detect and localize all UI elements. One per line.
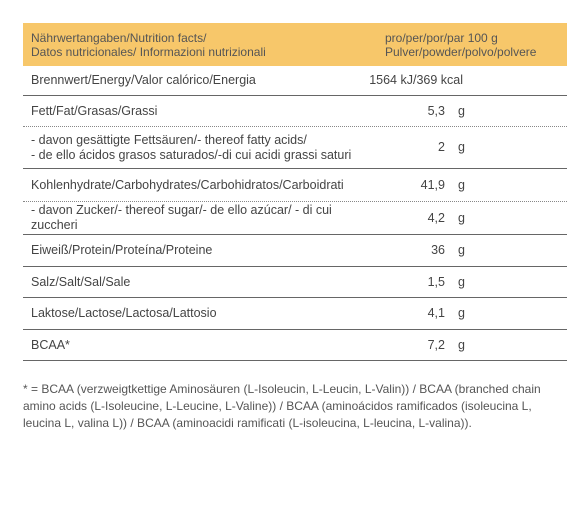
row-label: BCAA*	[31, 337, 70, 352]
row-value: 5,3	[427, 103, 445, 118]
row-label	[23, 133, 353, 163]
row-value: 2	[438, 140, 445, 154]
row-value: 1,5	[427, 274, 445, 289]
row-unit: g	[458, 274, 465, 289]
row-value: 4,1	[427, 306, 445, 320]
row-label-line2: - de ello ácidos grasos saturados/-di cui acidi grassi saturi	[31, 147, 352, 162]
header-value-line1: pro/per/por/par 100 g	[385, 30, 498, 45]
row-label: Brennwert/Energy/Valor calórico/Energia	[31, 73, 256, 87]
table-row-saturated-fat	[23, 126, 567, 168]
row-value: 36	[431, 243, 445, 257]
row-label: Laktose/Lactose/Lactosa/Lattosio	[31, 306, 217, 320]
row-unit: g	[458, 243, 465, 257]
row-label: - davon Zucker/- thereof sugar/- de ello azúcar/ - di cui zuccheri	[31, 203, 332, 232]
row-value: 41,9	[420, 177, 445, 192]
row-unit: g	[458, 306, 465, 320]
header-label-line2: Datos nutricionales/ Informazioni nutrizionali	[31, 44, 266, 59]
row-value: 7,2	[427, 337, 445, 352]
footnote: * = BCAA (verzweigtkettige Aminosäuren (L-Isoleucin, L-Leucin, L-Valin)) / BCAA (branched chain amino acids (L-Isoleucine, L-Leucine, L-Valine)) / BCAA (aminoácidos ramificados (isoleucina L, leucina L, valina L)) / BCAA (aminoacidi ramificati (L-isoleucina, L-leucina, L-valina)).	[23, 382, 541, 430]
nutrition-table	[23, 23, 567, 361]
table-header	[23, 23, 567, 66]
row-value: 4,2	[427, 210, 445, 225]
header-label-line1: Nährwertangaben/Nutrition facts/	[31, 30, 207, 45]
row-label: Kohlenhydrate/Carbohydrates/Carbohidratos/Carboidrati	[31, 177, 344, 192]
row-unit: g	[458, 210, 465, 225]
row-label: Eiweiß/Protein/Proteína/Proteine	[31, 243, 213, 257]
header-value-line2: Pulver/powder/polvo/polvere	[385, 44, 537, 59]
header-label	[23, 31, 381, 59]
row-unit: g	[458, 140, 465, 154]
row-unit: g	[458, 103, 465, 118]
table-row-bcaa	[23, 329, 567, 360]
header-value	[381, 31, 536, 59]
table-row-fat	[23, 95, 567, 126]
table-row-energy	[23, 66, 567, 95]
row-label-line1: - davon gesättigte Fettsäuren/- thereof fatty acids/	[31, 132, 307, 147]
table-row-carbohydrates	[23, 168, 567, 201]
row-label: Salz/Salt/Sal/Sale	[31, 274, 131, 289]
table-row-salt	[23, 266, 567, 297]
table-row-lactose	[23, 297, 567, 329]
row-label: Fett/Fat/Grasas/Grassi	[31, 103, 158, 118]
row-unit: g	[458, 177, 465, 192]
table-row-protein	[23, 234, 567, 266]
row-unit: g	[458, 337, 465, 352]
row-value: 1564 kJ/369 kcal	[369, 73, 463, 87]
table-row-sugar	[23, 201, 567, 234]
